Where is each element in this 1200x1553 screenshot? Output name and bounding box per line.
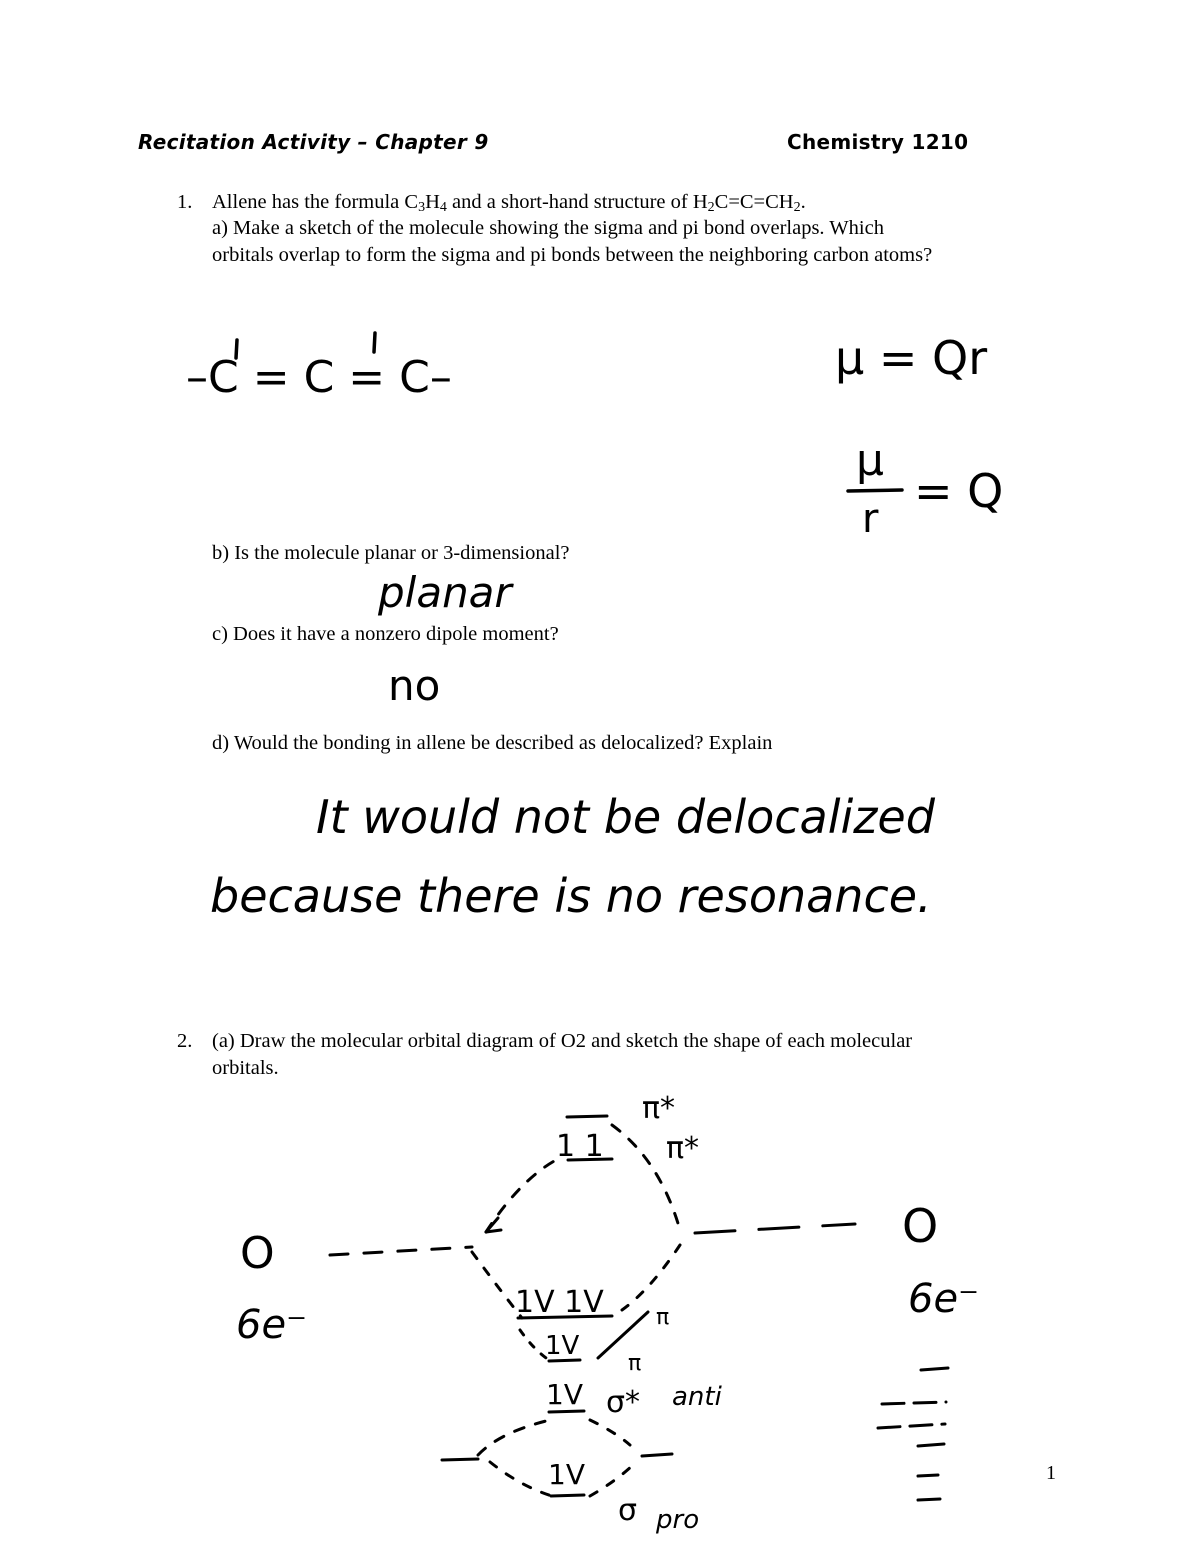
structure-bond-stub-right [374,333,375,352]
fraction-rhs: = Q [914,464,1004,518]
allene-structure-sketch: –C = C = C– [186,352,452,403]
mo-pi-star-label-1: π* [642,1091,676,1126]
answer-b-handwritten: planar [378,568,512,617]
answer-d-handwritten-line-2: because there is no resonance. [210,869,932,923]
mo-left-electron-count: 6e⁻ [236,1302,308,1348]
mo-pi-label-1: π [656,1305,670,1330]
question-1-number: 1. [177,191,193,213]
dipole-moment-formula: μ = Qr [835,331,988,385]
mo-left-atom-label: O [240,1228,275,1279]
question-2-line-2: orbitals. [212,1057,279,1079]
question-2-line-1: (a) Draw the molecular orbital diagram of O2 and sketch the shape of each molecular [212,1030,913,1052]
mo-sigma-2p-electrons: 1V [545,1331,580,1361]
mo-sigma-electrons: 1V [548,1458,585,1491]
mo-pi-electrons: 1V 1V [515,1285,604,1320]
mo-sigma-star-electrons: 1V [546,1378,583,1411]
mo-sigma-label: σ [618,1493,638,1528]
mo-sigma-star-label: σ* [606,1385,641,1420]
question-1-intro: Allene has the formula $C_3H_4$ and a short-hand structure of $H_2C=C=CH_2$. [212,191,806,215]
question-1a-line-2: orbitals overlap to form the sigma and pi bonds between the neighboring carbon atoms? [212,244,933,266]
fraction-bar [848,490,902,491]
page-number: 1 [1046,1462,1056,1484]
mo-sigma-note: pro [656,1505,700,1535]
fraction-numerator: μ [856,435,884,486]
document-title: Recitation Activity – Chapter 9 [138,130,489,154]
fraction-denominator: r [862,496,879,542]
mo-pi-star-label-2: π* [666,1131,700,1166]
question-1c: c) Does it have a nonzero dipole moment? [212,623,559,645]
answer-c-handwritten: no [388,661,441,710]
mo-diagram-lines [330,1116,948,1500]
question-1a-line-1: a) Make a sketch of the molecule showing the sigma and pi bond overlaps. Which [212,217,884,239]
question-2-number: 2. [177,1030,193,1052]
course-name: Chemistry 1210 [787,130,969,154]
mo-pi-label-2: π [628,1351,642,1376]
answer-d-handwritten-line-1: It would not be delocalized [316,790,935,844]
mo-right-atom-label: O [902,1199,939,1253]
question-1b: b) Is the molecule planar or 3-dimensional? [212,542,570,564]
question-1d: d) Would the bonding in allene be described as delocalized? Explain [212,732,773,754]
mo-pi-star-electrons: 1 1 [556,1129,604,1164]
mo-right-electron-count: 6e⁻ [908,1276,980,1322]
mo-sigma-star-note: anti [672,1382,722,1412]
